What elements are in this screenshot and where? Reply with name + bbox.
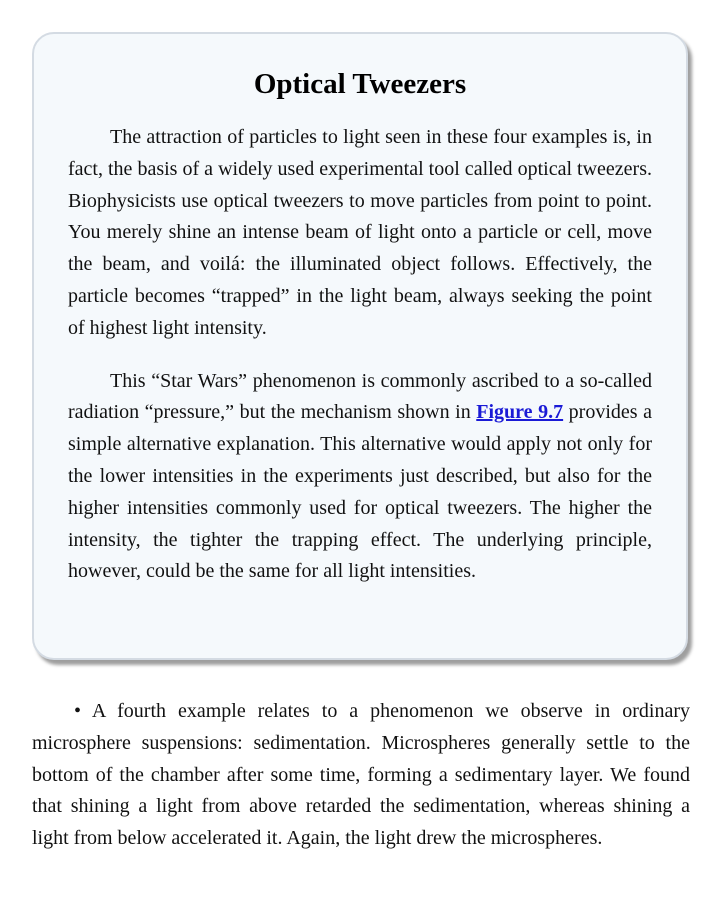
bullet-marker: •	[74, 700, 82, 722]
box-paragraph-2-start: This “Star Wars” phenomenon is commonly ascribed to a so-called radiation “pressure,” but the mechanism shown in	[68, 369, 652, 424]
box-paragraph-2	[68, 366, 652, 589]
sidebar-box-optical-tweezers	[32, 32, 688, 660]
body-paragraph-fourth-example	[32, 696, 690, 855]
box-title: Optical Tweezers	[253, 68, 467, 100]
figure-9-7-link[interactable]: Figure 9.7	[476, 401, 564, 424]
box-paragraph-2-end: provides a simple alternative explanation. This alternative would apply not only for the lower intensities in the experiments just described, but also for the higher intensities commonly used for optical tweezers. The higher the intensity, the tighter the trapping effect. The underlying principle, however, could be the same for all light intensities.	[68, 401, 652, 583]
box-paragraph-1: The attraction of particles to light seen in these four examples is, in fact, the basis of a widely used experimental tool called optical tweezers. Biophysicists use optical tweezers to move particles from point to point. You merely shine an intense beam of light onto a particle or cell, move the beam, and voilá: the illuminated object follows. Effectively, the particle becomes “trapped” in the light beam, always seeking the point of highest light intensity.	[68, 126, 652, 339]
body-paragraph-text: A fourth example relates to a phenomenon we observe in ordinary microsphere suspensions: sedimentation. Microspheres generally settle to the bottom of the chamber after some time, forming a sedimentary layer. We found that shining a light from above retarded the sedimentation, whereas shining a light from below accelerated it. Again, the light drew the microspheres.	[32, 700, 690, 850]
